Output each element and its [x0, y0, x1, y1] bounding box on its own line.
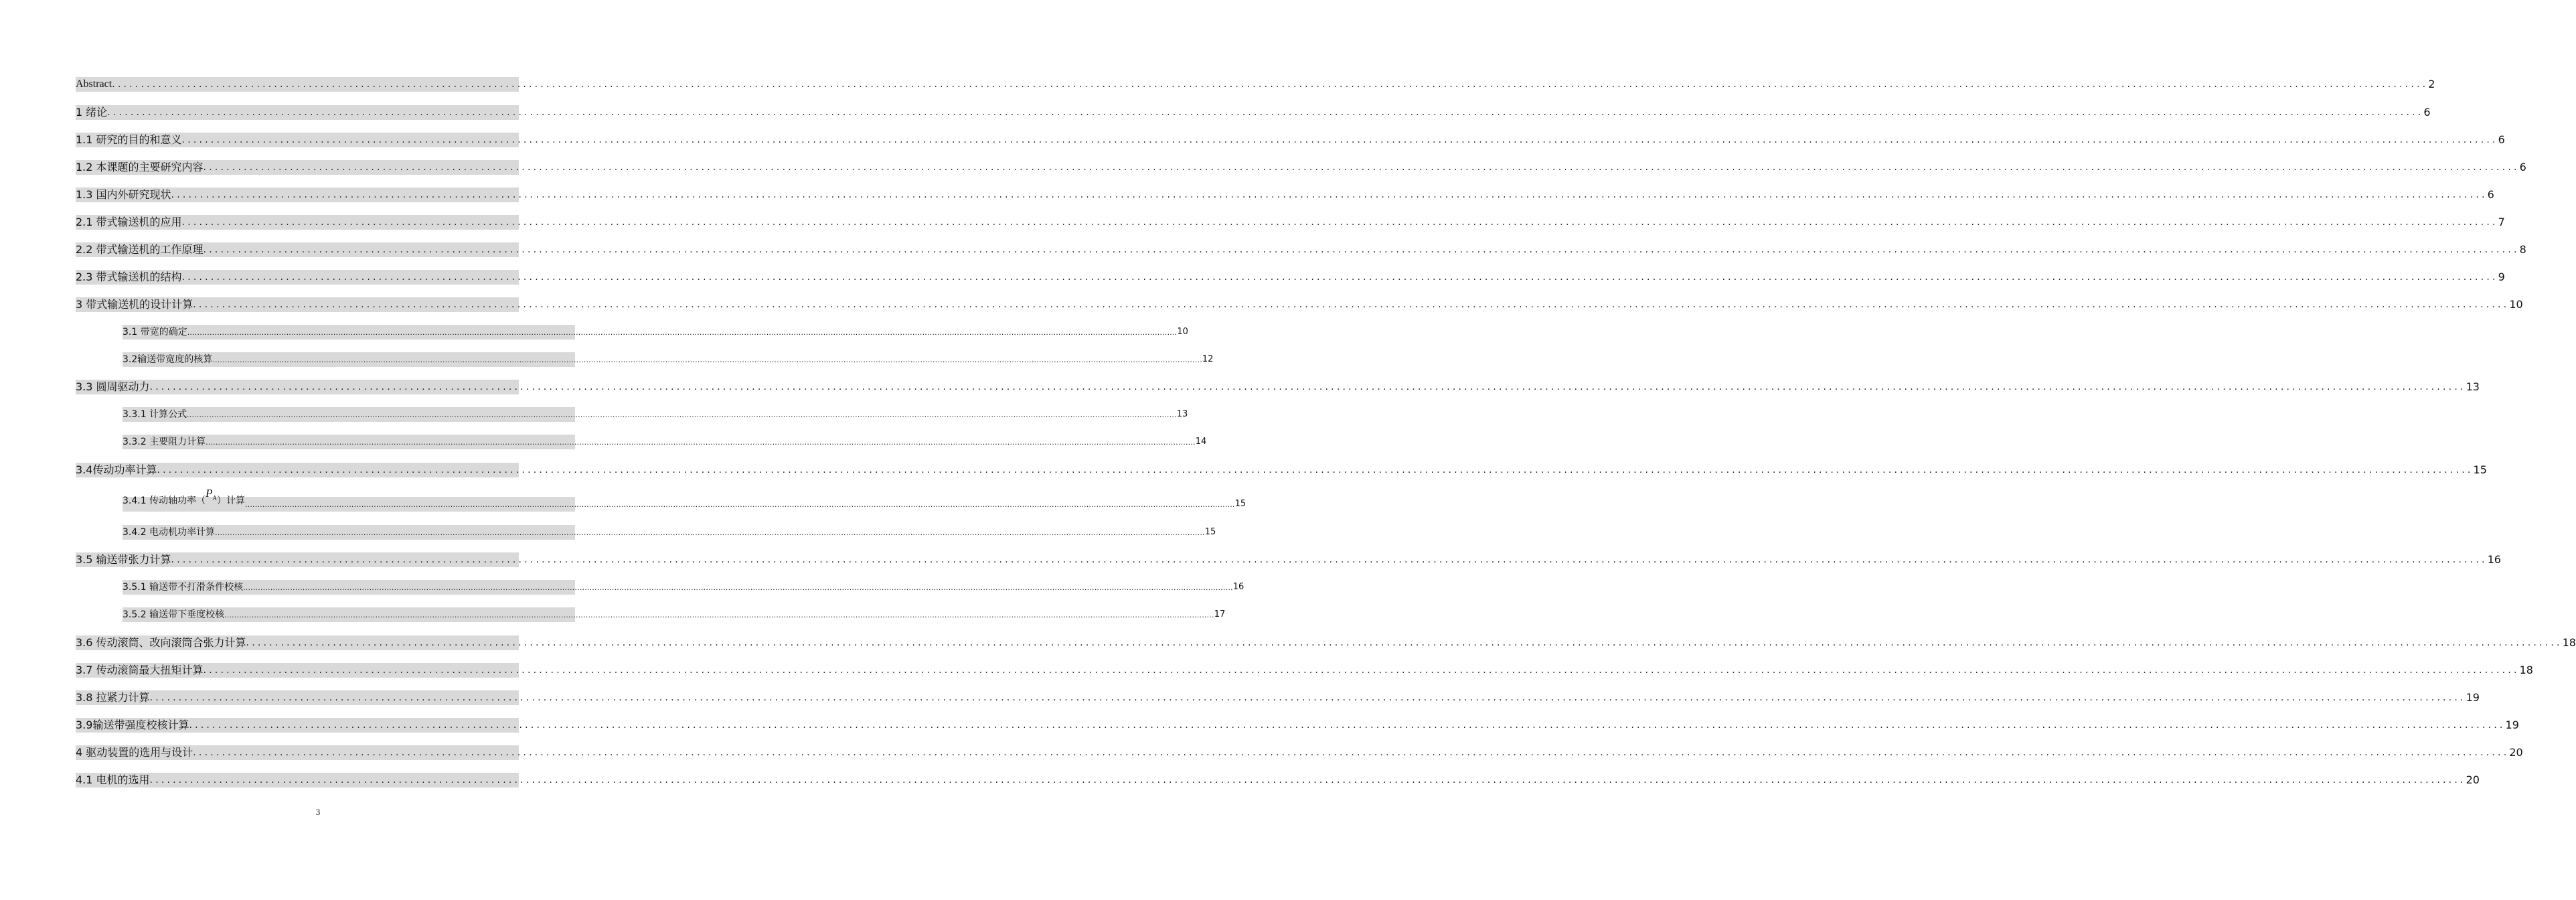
toc-entry-page: 14 — [1195, 437, 1207, 447]
toc-entry[interactable] — [123, 352, 1214, 367]
toc-entry-page: 19 — [2466, 691, 2480, 704]
toc-leader-dots: ................................................................................................................................................................................................................................................................................................................................................................................................................ — [157, 465, 2474, 475]
toc-entry-label — [123, 486, 245, 512]
toc-entry-label: 3.3 圆周驱动力 — [76, 380, 150, 393]
toc-entry-label: 3.9输送带强度校核计算 — [76, 719, 189, 731]
toc-entry-page: 19 — [2505, 719, 2519, 731]
toc-entry-label-suffix: ）计算 — [216, 495, 245, 506]
toc-entry[interactable] — [123, 435, 1207, 449]
toc-entry-page: 2 — [2428, 78, 2435, 90]
toc-leader-dots: ................................................................................................................................................................................................................................................................................................................................................................................................................ — [112, 79, 2429, 90]
toc-entry-page: 20 — [2509, 746, 2523, 759]
toc-entry[interactable] — [76, 690, 2480, 705]
page-number: 3 — [315, 807, 321, 817]
toc-entry[interactable] — [123, 580, 1244, 595]
toc-entry[interactable] — [123, 325, 1188, 340]
toc-entry-label: 2.3 带式输送机的结构 — [76, 271, 182, 283]
toc-entry[interactable] — [76, 635, 2576, 650]
toc-entry-label: 1.1 研究的目的和意义 — [76, 133, 182, 146]
toc-entry-page: 16 — [1232, 582, 1244, 592]
toc-entry-page: 7 — [2498, 216, 2505, 228]
toc-entry[interactable] — [123, 525, 1216, 540]
math-symbol: P — [206, 486, 213, 500]
toc-leader-dots: ................................................................................................................................................................................................................................................................................................................................................................................................................ — [187, 410, 1177, 419]
toc-entry-page: 18 — [2562, 636, 2576, 649]
toc-leader-dots: ................................................................................................................................................................................................................................................................................................................................................................................................................ — [215, 528, 1205, 537]
toc-entry[interactable] — [76, 270, 2505, 285]
toc-leader-dots: ................................................................................................................................................................................................................................................................................................................................................................................................................ — [244, 500, 1235, 509]
toc-entry[interactable] — [76, 745, 2523, 760]
toc-entry-label: 3.3.2 主要阻力计算 — [123, 437, 206, 447]
toc-entry[interactable] — [123, 607, 1226, 622]
toc-entry-label: 2.1 带式输送机的应用 — [76, 216, 182, 228]
toc-entry[interactable] — [76, 297, 2523, 312]
toc-entry[interactable] — [76, 160, 2526, 175]
toc-entry-page: 20 — [2466, 773, 2480, 786]
toc-leader-dots: ................................................................................................................................................................................................................................................................................................................................................................................................................ — [149, 382, 2466, 392]
toc-leader-dots: ................................................................................................................................................................................................................................................................................................................................................................................................................ — [189, 720, 2506, 731]
toc-entry[interactable] — [76, 133, 2505, 147]
toc-leader-dots: ................................................................................................................................................................................................................................................................................................................................................................................................................ — [181, 135, 2498, 145]
toc-entry-label: 1.2 本课题的主要研究内容 — [76, 161, 204, 173]
toc-entry[interactable] — [123, 407, 1188, 422]
toc-leader-dots: ................................................................................................................................................................................................................................................................................................................................................................................................................ — [149, 775, 2466, 785]
toc-leader-dots: ................................................................................................................................................................................................................................................................................................................................................................................................................ — [203, 665, 2520, 676]
toc-entry-label: 1.3 国内外研究现状 — [76, 188, 171, 201]
toc-entry-page: 12 — [1202, 354, 1214, 364]
toc-entry-page: 16 — [2487, 553, 2501, 566]
toc-entry-page: 8 — [2519, 243, 2526, 256]
toc-leader-dots: ................................................................................................................................................................................................................................................................................................................................................................................................................ — [181, 272, 2498, 283]
toc-entry-label: 3.4传动功率计算 — [76, 463, 157, 476]
toc-leader-dots: ................................................................................................................................................................................................................................................................................................................................................................................................................ — [149, 692, 2466, 703]
toc-leader-dots: ................................................................................................................................................................................................................................................................................................................................................................................................................ — [203, 244, 2520, 255]
math-subscript: A — [212, 494, 217, 501]
toc-leader-dots: ................................................................................................................................................................................................................................................................................................................................................................................................................ — [206, 438, 1196, 447]
toc-entry[interactable] — [76, 463, 2487, 477]
toc-entry[interactable] — [76, 77, 2435, 92]
toc-entry-label: Abstract — [76, 78, 112, 90]
toc-entry-page: 6 — [2423, 106, 2431, 119]
toc-entry[interactable] — [123, 486, 1246, 512]
toc-entry-label: 3.2输送带宽度的核算 — [123, 354, 213, 365]
toc-entry-page: 6 — [2519, 161, 2526, 173]
toc-entry[interactable] — [76, 215, 2505, 230]
toc-entry-page: 15 — [1204, 527, 1216, 537]
toc-entry-label: 3.6 传动滚筒、改向滚筒合张力计算 — [76, 636, 246, 649]
toc-entry[interactable] — [76, 773, 2480, 788]
toc-entry-page: 10 — [1177, 327, 1188, 337]
toc-entry[interactable] — [76, 105, 2431, 120]
toc-entry-label-prefix: 3.4.1 传动轴功率（ — [123, 495, 206, 506]
toc-entry-page: 18 — [2519, 664, 2533, 676]
toc-leader-dots: ................................................................................................................................................................................................................................................................................................................................................................................................................ — [171, 190, 2488, 200]
toc-entry[interactable] — [76, 380, 2480, 394]
toc-leader-dots: ................................................................................................................................................................................................................................................................................................................................................................................................................ — [107, 107, 2424, 118]
toc-entry-page: 10 — [2509, 298, 2523, 311]
toc-entry-label: 1 绪论 — [76, 106, 108, 119]
toc-leader-dots: ................................................................................................................................................................................................................................................................................................................................................................................................................ — [212, 356, 1202, 364]
toc-entry-label: 2.2 带式输送机的工作原理 — [76, 243, 204, 256]
toc-entry-page: 15 — [1234, 499, 1246, 509]
toc-entry-label: 3.1 带宽的确定 — [123, 327, 187, 338]
toc-leader-dots: ................................................................................................................................................................................................................................................................................................................................................................................................................ — [193, 299, 2510, 310]
toc-entry-label: 3.5.1 输送带不打滑条件校核 — [123, 582, 244, 593]
toc-entry[interactable] — [76, 663, 2533, 678]
toc-entry-page: 6 — [2498, 133, 2505, 146]
toc-entry-page: 13 — [1176, 409, 1188, 419]
toc-entry[interactable] — [76, 718, 2519, 733]
toc-entry[interactable] — [76, 188, 2494, 202]
math-symbol-pa — [206, 487, 217, 500]
toc-leader-dots: ................................................................................................................................................................................................................................................................................................................................................................................................................ — [181, 217, 2498, 228]
toc-entry-page: 15 — [2473, 463, 2487, 476]
toc-entry-label: 3.8 拉紧力计算 — [76, 691, 150, 704]
toc-entry-label: 4.1 电机的选用 — [76, 773, 150, 786]
toc-entry-page: 17 — [1214, 609, 1226, 619]
toc-leader-dots: ................................................................................................................................................................................................................................................................................................................................................................................................................ — [187, 328, 1178, 337]
toc-entry[interactable] — [76, 552, 2501, 567]
toc-entry-label: 3 带式输送机的设计计算 — [76, 298, 193, 311]
toc-leader-dots: ................................................................................................................................................................................................................................................................................................................................................................................................................ — [193, 747, 2510, 758]
toc-entry-page: 9 — [2498, 271, 2505, 283]
toc-leader-dots: ................................................................................................................................................................................................................................................................................................................................................................................................................ — [203, 162, 2520, 173]
toc-entry-label: 3.5.2 输送带下垂度校核 — [123, 609, 225, 620]
toc-entry-page: 6 — [2487, 188, 2494, 201]
toc-entry-label: 3.7 传动滚筒最大扭矩计算 — [76, 664, 204, 676]
toc-leader-dots: ................................................................................................................................................................................................................................................................................................................................................................................................................ — [243, 583, 1233, 592]
toc-entry-label: 4 驱动装置的选用与设计 — [76, 746, 193, 759]
toc-entry-label: 3.3.1 计算公式 — [123, 409, 187, 420]
toc-entry-label: 3.4.2 电动机功率计算 — [123, 527, 216, 538]
toc-leader-dots: ................................................................................................................................................................................................................................................................................................................................................................................................................ — [224, 611, 1214, 619]
toc-entry-label: 3.5 输送带张力计算 — [76, 553, 171, 566]
toc-leader-dots: ................................................................................................................................................................................................................................................................................................................................................................................................................ — [171, 554, 2488, 565]
toc-entry-page: 13 — [2466, 380, 2480, 393]
toc-entry[interactable] — [76, 242, 2526, 257]
toc-leader-dots: ................................................................................................................................................................................................................................................................................................................................................................................................................ — [246, 638, 2563, 648]
